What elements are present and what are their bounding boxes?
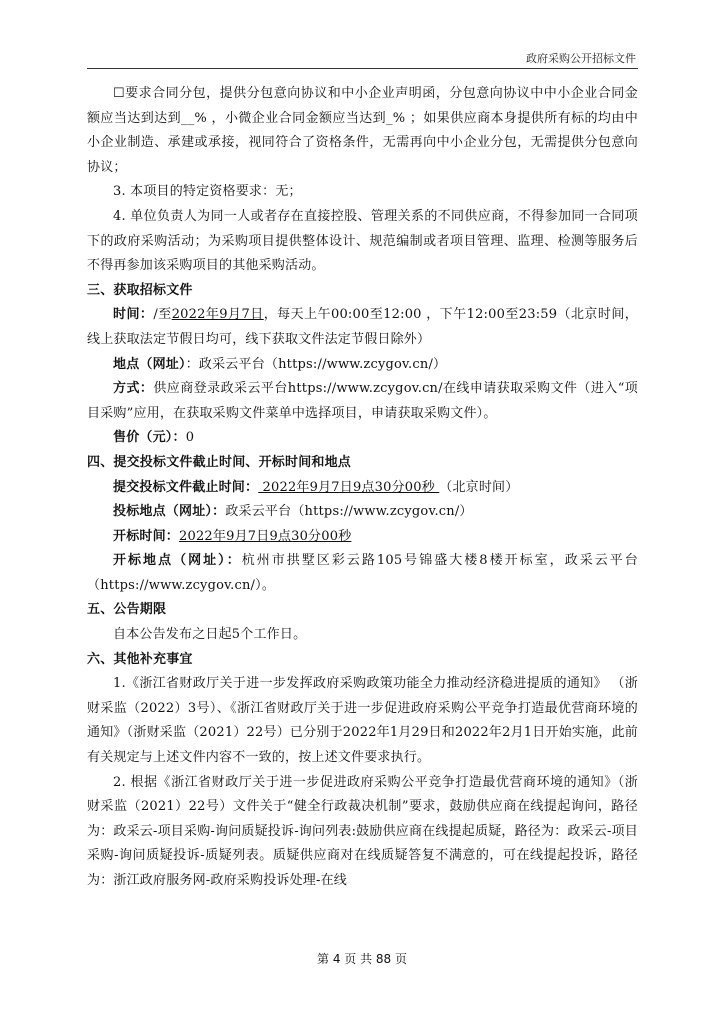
bid-place-label: 投标地点（网址）： (113, 504, 226, 520)
paragraph-special-qualification: 3. 本项目的特定资格要求：无； (113, 184, 302, 200)
header-title: 政府采购公开招标文件 (526, 52, 636, 65)
open-place (87, 549, 638, 598)
bid-place-value: 政采云平台（https://www.zcygov.cn/） (225, 504, 473, 520)
header-rule (87, 68, 638, 69)
paragraph-conflict-rule: 4. 单位负责人为同一人或者存在直接控股、管理关系的不同供应商，不得参加同一合同项下的政府采购活动；为采购项目提供整体设计、规范编制或者项目管理、监理、检测等服务后不得再参加该采购项目的其他采购活动。 (87, 208, 638, 274)
bid-place (87, 500, 638, 525)
supplement-1: 1.《浙江省财政厅关于进一步发挥政府采购政策功能全力推动经济稳进提质的通知》 （浙财采监（2022）3号）、《浙江省财政厅关于进一步促进政府采购公平竞争打造最优营商环境的通知》（浙财采监（2021）22号）已分别于2022年1月29日和2022年2月1日开始实施，此前有关规定与上述文件内容不一致的，按上述文件要求执行。 (87, 676, 638, 766)
open-time-value: 2022年9月7日9点30分00秒 (179, 528, 352, 544)
notice-period: 自本公告发布之日起5个工作日。 (113, 627, 307, 643)
place-value: ：政采云平台（https://www.zcygov.cn/） (185, 356, 447, 372)
acquire-price (87, 426, 638, 451)
section-3-title: 三、获取招标文件 (87, 282, 193, 298)
time-label: 时间： (113, 307, 154, 323)
open-time (87, 525, 638, 550)
acquire-place (87, 353, 638, 378)
price-label: 售价（元）： (113, 430, 186, 446)
deadline-label: 提交投标文件截止时间： (113, 479, 259, 495)
deadline-value: 2022年9月7日9点30分00秒 (258, 479, 440, 495)
time-date: 2022年9月7日 (171, 307, 264, 323)
section-5-title: 五、公告期限 (87, 602, 167, 618)
open-place-label: 开标地点（网址）： (113, 553, 242, 569)
method-label: 方式： (113, 381, 154, 397)
place-label: 地点（网址） (113, 356, 186, 372)
method-value: 供应商登录政采云平台https://www.zcygov.cn/在线申请获取采购文件（进入“项目采购”应用，在获取采购文件菜单中选择项目，申请获取采购文件）。 (87, 381, 639, 421)
paragraph-subcontract: ☐要求合同分包，提供分包意向协议和中小企业声明函，分包意向协议中中小企业合同金额应当达到达到__% ，小微企业合同金额应当达到_% ；如果供应商本身提供所有标的均由中小企业制造、承建或承接，视同符合了资格条件，无需再向中小企业分包，无需提供分包意向协议； (87, 86, 638, 175)
open-time-label: 开标时间： (113, 528, 180, 544)
acquire-method (87, 377, 638, 426)
supplement-2: 2. 根据《浙江省财政厅关于进一步促进政府采购公平竞争打造最优营商环境的通知》（浙财采监（2021）22号）文件关于“健全行政裁决机制”要求，鼓励供应商在线提起询问，路径为：政采云-项目采购-询问质疑投诉-询问列表:鼓励供应商在线提起质疑，路径为：政采云-项目采购-询问质疑投诉-质疑列表。质疑供应商对在线质疑答复不满意的，可在线提起投诉，路径为：浙江政府服务网-政府采购投诉处理-在线 (87, 774, 638, 888)
acquire-time (87, 303, 638, 352)
price-value: 0 (185, 430, 195, 446)
time-rest: ，每天上午00:00至12:00 ，下午12:00至23:59（北京时间，线上获取法定节假日均可，线下获取文件法定节假日除外） (87, 307, 639, 347)
deadline-note: （北京时间） (439, 479, 519, 495)
section-6-title: 六、其他补充事宜 (87, 651, 193, 667)
section-4-title: 四、提交投标文件截止时间、开标时间和地点 (87, 454, 352, 470)
document-body (87, 82, 638, 894)
time-pre: /至 (153, 307, 172, 323)
open-place-value: 杭州市拱墅区彩云路105号锦盛大楼8楼开标室，政采云平台（https://www.zcygov.cn/）。 (87, 553, 638, 593)
bid-deadline (87, 476, 638, 501)
page-number: 第 4 页 共 88 页 (317, 952, 407, 966)
